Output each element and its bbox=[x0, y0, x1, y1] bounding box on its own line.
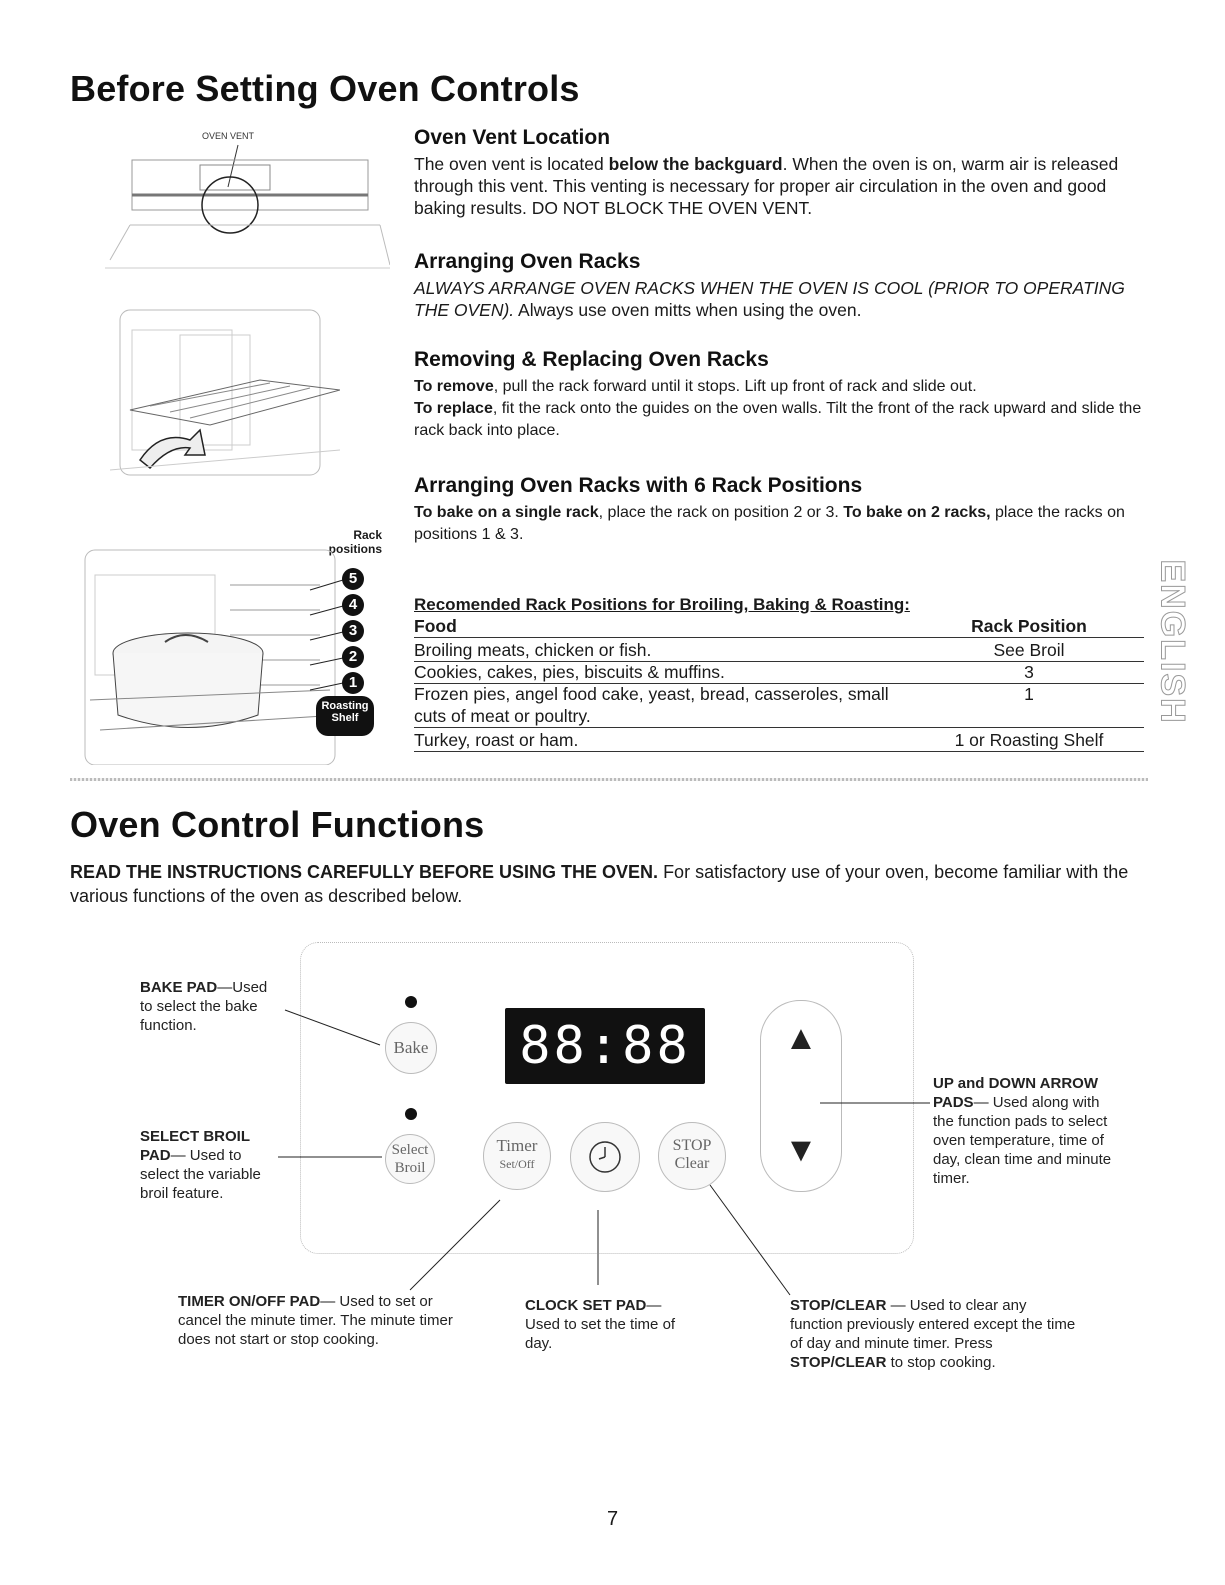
heading-six-rack-positions: Arranging Oven Racks with 6 Rack Positions bbox=[414, 474, 863, 497]
replace-text: , fit the rack onto the guides on the oven walls. Tilt the front of the rack upward and slide the rack back into place. bbox=[414, 400, 1142, 439]
table-cell-pos: See Broil bbox=[993, 640, 1065, 660]
remove-bold: To remove bbox=[414, 378, 494, 395]
table-cell-food: Cookies, cakes, pies, biscuits & muffins. bbox=[414, 662, 725, 682]
bake-label-text: —Used to select the bake function. bbox=[140, 979, 268, 1034]
side-tab-label: ENGLISH bbox=[1153, 559, 1192, 725]
table-cell-food: cuts of meat or poultry. bbox=[414, 706, 591, 726]
heading-removing-replacing: Removing & Replacing Oven Racks bbox=[414, 348, 769, 371]
clock-label-bold: CLOCK SET PAD bbox=[525, 1297, 647, 1314]
select-broil-pad-line1: Select bbox=[391, 1142, 429, 1158]
timer-pad-line1: Timer bbox=[496, 1136, 538, 1155]
rack-number-badge: 4 bbox=[342, 594, 364, 616]
bake-label-bold: BAKE PAD bbox=[140, 979, 218, 996]
stop-clear-pad-line1: STOP bbox=[672, 1137, 712, 1154]
heading-arranging-oven-racks: Arranging Oven Racks bbox=[414, 250, 641, 273]
oven-vent-text-a: The oven vent is located bbox=[414, 154, 609, 174]
clock-set-label bbox=[525, 1296, 685, 1353]
arranging-italic: ALWAYS ARRANGE OVEN RACKS WHEN THE OVEN IS COOL (PRIOR TO OPERATING THE OVEN). bbox=[414, 278, 1125, 320]
page-number: 7 bbox=[606, 1508, 619, 1530]
clock-label-text: — Used to set the time of day. bbox=[525, 1297, 676, 1352]
six-bold2: To bake on 2 racks, bbox=[843, 504, 991, 521]
rack-positions-label: Rack positions bbox=[328, 528, 382, 556]
table-cell-pos: 3 bbox=[1024, 662, 1034, 682]
stop-label-text: — Used to clear any function previously entered except the time of day and minute timer. Press bbox=[790, 1297, 1076, 1352]
six-text1: , place the rack on position 2 or 3. bbox=[598, 504, 844, 521]
timer-label-text: — Used to set or cancel the minute timer. The minute timer does not start or stop cooking. bbox=[178, 1293, 453, 1348]
section-title-oven-control: Oven Control Functions bbox=[70, 804, 485, 845]
table-cell-food: Turkey, roast or ham. bbox=[414, 730, 579, 750]
timer-label-bold: TIMER ON/OFF PAD bbox=[178, 1293, 321, 1310]
replace-bold: To replace bbox=[414, 400, 493, 417]
timer-pad-label bbox=[178, 1292, 468, 1349]
stop-label-bold2: STOP/CLEAR bbox=[790, 1354, 887, 1371]
stop-clear-pad-line2: Clear bbox=[674, 1155, 710, 1172]
stop-clear-label bbox=[790, 1296, 1080, 1372]
rack-number-badge: 3 bbox=[342, 620, 364, 642]
bake-pad-label bbox=[140, 978, 280, 1035]
oven-vent-label: OVEN VENT bbox=[202, 131, 255, 141]
roasting-shelf-badge: Roasting Shelf bbox=[316, 696, 374, 736]
six-bold1: To bake on a single rack bbox=[414, 504, 599, 521]
six-text2: place the racks on positions 1 & 3. bbox=[414, 504, 1125, 543]
rack-number-badge: 1 bbox=[342, 672, 364, 694]
down-arrow-pad[interactable]: ▼ bbox=[784, 1131, 818, 1169]
select-broil-label bbox=[140, 1127, 280, 1203]
clock-display: 88:88 bbox=[505, 1008, 705, 1084]
table-header-rack-position: Rack Position bbox=[971, 616, 1087, 636]
intro-rest: For satisfactory use of your oven, become familiar with the various functions of the oven as described below. bbox=[70, 862, 1129, 906]
heading-oven-vent-location: Oven Vent Location bbox=[414, 126, 611, 149]
timer-pad-line2: Set/Off bbox=[499, 1157, 535, 1171]
section-title-before-setting: Before Setting Oven Controls bbox=[70, 68, 580, 109]
bake-pad[interactable]: Bake bbox=[385, 1022, 437, 1074]
intro-bold: READ THE INSTRUCTIONS CAREFULLY BEFORE USING THE OVEN. bbox=[70, 862, 659, 882]
remove-text: , pull the rack forward until it stops. Lift up front of rack and slide out. bbox=[493, 378, 977, 395]
stop-label-bold: STOP/CLEAR bbox=[790, 1297, 887, 1314]
rack-number-badge: 2 bbox=[342, 646, 364, 668]
rack-number-badge: 5 bbox=[342, 568, 364, 590]
table-cell-food: Frozen pies, angel food cake, yeast, bread, casseroles, small bbox=[414, 684, 889, 704]
oven-vent-text-bold: below the backguard bbox=[608, 154, 783, 174]
arrow-label-text: — Used along with the function pads to select oven temperature, time of day, clean time and minute timer. bbox=[933, 1094, 1112, 1187]
table-cell-pos: 1 or Roasting Shelf bbox=[954, 730, 1104, 750]
arrow-label-bold: UP and DOWN ARROW PADS bbox=[933, 1075, 1098, 1111]
arrow-pads-label bbox=[933, 1074, 1123, 1188]
table-cell-pos: 1 bbox=[1024, 684, 1034, 704]
up-arrow-pad[interactable]: ▲ bbox=[784, 1019, 818, 1057]
arranging-rest: Always use oven mitts when using the oven. bbox=[514, 300, 862, 320]
select-broil-pad-line2: Broil bbox=[394, 1160, 426, 1176]
oven-vent-text-b: . When the oven is on, warm air is released through this vent. This venting is necessary for proper air circulation in the oven and good baking results. DO NOT BLOCK THE OVEN VENT. bbox=[414, 154, 1119, 218]
broil-label-text: — Used to select the variable broil feature. bbox=[140, 1147, 261, 1202]
table-caption: Recomended Rack Positions for Broiling, Baking & Roasting: bbox=[414, 595, 910, 614]
table-cell-food: Broiling meats, chicken or fish. bbox=[414, 640, 652, 660]
table-header-food: Food bbox=[414, 616, 457, 636]
broil-label-bold: SELECT BROIL PAD bbox=[140, 1128, 250, 1164]
stop-label-text2: to stop cooking. bbox=[886, 1354, 996, 1371]
